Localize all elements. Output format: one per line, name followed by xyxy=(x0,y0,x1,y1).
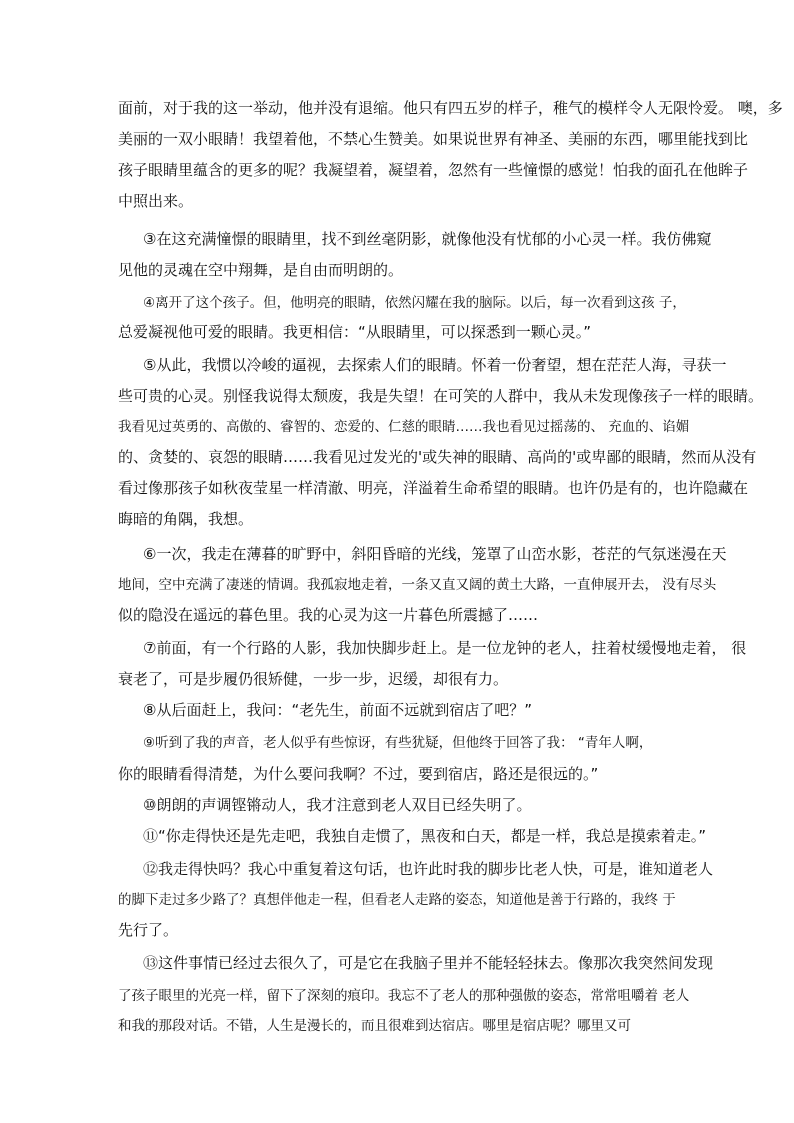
text-line: 的脚下走过多少路了？真想伴他走一程，但看老人走路的姿态，知道他是善于行路的，我终 于 xyxy=(118,892,676,908)
paragraph-12-line-1: ⑫我走得快吗？我心中重复着这句话，也许此时我的脚步比老人快，可是，谁知道老人 xyxy=(143,860,714,878)
text-line: 衰老了，可是步履仍很矫健，一步一步，迟缓，却很有力。 xyxy=(118,670,509,688)
paragraph-5-line-1: ⑤从此，我惯以冷峻的逼视，去探索人们的眼睛。怀着一份奢望，想在茫茫人海，寻获一 xyxy=(143,356,727,374)
text-line: 中照出来。 xyxy=(118,192,194,210)
paragraph-8-line-1: ⑧从后面赶上，我问：“老先生，前面不远就到宿店了吧？” xyxy=(143,701,532,719)
text-line: 看过像那孩子如秋夜莹星一样清澈、明亮，洋溢着生命希望的眼睛。也许仍是有的，也许隐藏在 xyxy=(118,479,749,497)
text-line: 先行了。 xyxy=(118,921,179,939)
text-line: 些可贵的心灵。别怪我说得太颓废，我是失望！在可笑的人群中，我从未发现像孩子一样的眼睛。 xyxy=(118,387,764,405)
text-line: 的、贪婪的、哀怨的眼睛……我看见过发光的'或失神的眼睛、高尚的'或卑鄙的眼睛，然而从没有 xyxy=(118,448,757,466)
paragraph-9-line-1: ⑨听到了我的声音，老人似乎有些惊讶，有些犹疑，但他终于回答了我： “青年人啊， xyxy=(143,735,653,751)
text-line: 面前，对于我的这一举动，他并没有退缩。他只有四五岁的样子，稚气的模样令人无限怜爱。 噢，多 xyxy=(118,99,783,117)
text-line: 孩子眼睛里蕴含的更多的呢？我凝望着，凝望着，忽然有一些憧憬的感觉！怕我的面孔在他眸子 xyxy=(118,161,749,179)
text-line: 地间，空中充满了凄迷的情调。我孤寂地走着，一条又直又阔的黄土大路，一直伸展开去， 没有尽头 xyxy=(118,577,717,593)
text-line: 见他的灵魂在空中翔舞，是自由而明朗的。 xyxy=(118,261,404,279)
text-line: 总爱凝视他可爱的眼睛。我更相信：“从眼睛里，可以探悉到一颗心灵。” xyxy=(118,323,592,341)
text-line: 我看见过英勇的、高傲的、睿智的、恋爱的、仁慈的眼睛……我也看见过摇荡的、 充血的、谄媚 xyxy=(118,419,690,435)
text-line: 和我的那段对话。不错，人生是漫长的，而且很难到达宿店。哪里是宿店呢？哪里又可 xyxy=(118,1018,631,1034)
paragraph-7-line-1: ⑦前面，有一个行路的人影，我加快脚步赶上。是一位龙钟的老人，拄着杖缓慢地走着， 很 xyxy=(143,639,747,657)
paragraph-10-line-1: ⑩朗朗的声调铿锵动人，我才注意到老人双目已经失明了。 xyxy=(143,796,532,814)
text-line: 美丽的一双小眼睛！我望着他，不禁心生赞美。如果说世界有神圣、美丽的东西，哪里能找到比 xyxy=(118,130,749,148)
paragraph-13-line-1: ⑬这件事情已经过去很久了，可是它在我脑子里并不能轻轻抹去。像那次我突然间发现 xyxy=(143,954,714,972)
text-line: 似的隐没在遥远的暮色里。我的心灵为这一片暮色所震撼了…… xyxy=(118,606,539,624)
paragraph-3-line-1: ③在这充满憧憬的眼睛里，找不到丝毫阴影，就像他没有忧郁的小心灵一样。我仿佛窥 xyxy=(143,230,712,248)
text-line: 你的眼睛看得清楚，为什么要问我啊？不过，要到宿店，路还是很远的。” xyxy=(118,765,599,783)
paragraph-11-line-1: ⑪“你走得快还是先走吧，我独自走惯了，黑夜和白天，都是一样，我总是摸索着走。” xyxy=(143,827,707,845)
text-line: 了孩子眼里的光亮一样，留下了深刻的痕印。我忘不了老人的那种强傲的姿态，常常咀嚼着 老人 xyxy=(118,988,690,1004)
text-line: 晦暗的角隅，我想。 xyxy=(118,510,254,528)
paragraph-4-line-1: ④离开了这个孩子。但，他明亮的眼睛，依然闪耀在我的脑际。以后，每一次看到这孩 子， xyxy=(143,295,686,311)
paragraph-6-line-1: ⑥一次，我走在薄暮的旷野中，斜阳昏暗的光线，笼罩了山峦水影，苍茫的气氛迷漫在天 xyxy=(143,545,727,563)
